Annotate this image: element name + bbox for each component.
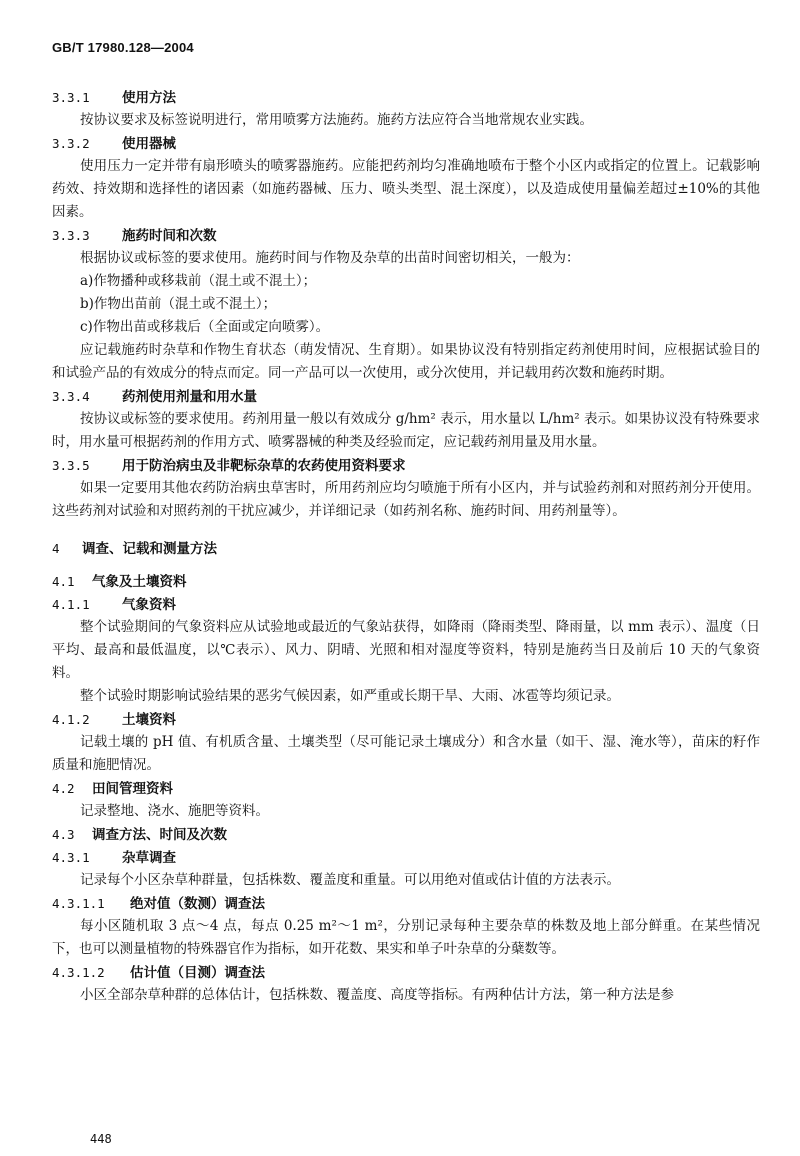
paragraph: 按协议或标签的要求使用。药剂用量一般以有效成分 g/hm² 表示，用水量以 L/hm² 表示。如果协议没有特殊要求时，用水量可根据药剂的作用方式、喷雾器械的种类及经验而定，应记载药剂用量及用水量。 <box>52 411 760 450</box>
section-number: 4.1.1 <box>52 597 90 612</box>
section-heading <box>52 846 760 869</box>
section-number: 4.2 <box>52 781 75 796</box>
section-number: 4.1.2 <box>52 712 90 727</box>
section-title: 田间管理资料 <box>92 781 173 797</box>
list-item: a)作物播种或移栽前（混土或不混土）； <box>80 273 317 289</box>
paragraph: 小区全部杂草种群的总体估计，包括株数、覆盖度、高度等指标。有两种估计方法，第一种方法是参 <box>80 987 674 1003</box>
paragraph: 按协议要求及标签说明进行，常用喷雾方法施药。施药方法应符合当地常规农业实践。 <box>80 112 593 128</box>
section-number: 3.3.3 <box>52 228 90 243</box>
section-title: 估计值（目测）调查法 <box>130 965 265 981</box>
section-number: 4.3.1 <box>52 850 90 865</box>
section-number: 3.3.4 <box>52 389 90 404</box>
section-heading <box>52 86 760 109</box>
section-heading <box>52 961 760 984</box>
paragraph: 记录每个小区杂草种群量，包括株数、覆盖度和重量。可以用绝对值或估计值的方法表示。 <box>80 872 620 888</box>
paragraph: 如果一定要用其他农药防治病虫草害时，所用药剂应均匀喷施于所有小区内，并与试验药剂和对照药剂分开使用。这些药剂对试验和对照药剂的干扰应减少，并详细记录（如药剂名称、施药时间、用药剂量等）。 <box>52 480 760 519</box>
section-title: 使用方法 <box>122 90 176 106</box>
paragraph: 根据协议或标签的要求使用。施药时间与作物及杂草的出苗时间密切相关，一般为： <box>80 250 580 266</box>
page-number: 448 <box>90 1132 112 1146</box>
section-number: 4 <box>52 541 60 556</box>
page-content <box>52 86 760 1007</box>
section-title: 气象及土壤资料 <box>92 574 187 590</box>
section-heading <box>52 224 760 247</box>
section-title: 用于防治病虫及非靶标杂草的农药使用资料要求 <box>122 458 406 474</box>
section-title: 施药时间和次数 <box>122 228 217 244</box>
paragraph: 记录整地、浇水、施肥等资料。 <box>80 803 269 819</box>
section-heading <box>52 708 760 731</box>
section-heading <box>52 385 760 408</box>
section-title: 调查、记载和测量方法 <box>82 541 217 557</box>
chapter-heading <box>52 537 760 560</box>
list-item: b)作物出苗前（混土或不混土）； <box>80 296 277 312</box>
paragraph: 整个试验时期影响试验结果的恶劣气候因素，如严重或长期干旱、大雨、冰雹等均须记录。 <box>80 688 620 704</box>
section-heading <box>52 892 760 915</box>
section-heading <box>52 777 760 800</box>
section-heading <box>52 132 760 155</box>
section-heading <box>52 454 760 477</box>
section-heading <box>52 570 760 593</box>
document-id: GB/T 17980.128—2004 <box>52 40 194 55</box>
section-title: 药剂使用剂量和用水量 <box>122 389 257 405</box>
section-number: 4.3.1.1 <box>52 896 105 911</box>
paragraph: 每小区随机取 3 点～4 点，每点 0.25 m²～1 m²，分别记录每种主要杂草的株数及地上部分鲜重。在某些情况下，也可以测量植物的特殊器官作为指标，如开花数、果实和单子叶杂草的分蘖数等。 <box>52 918 760 957</box>
paragraph: 使用压力一定并带有扇形喷头的喷雾器施药。应能把药剂均匀准确地喷布于整个小区内或指定的位置上。记载影响药效、持效期和选择性的诸因素（如施药器械、压力、喷头类型、混土深度），以及造成使用量偏差超过±10%的其他因素。 <box>52 158 760 220</box>
list-item: c)作物出苗或移栽后（全面或定向喷雾）。 <box>80 319 330 335</box>
section-title: 土壤资料 <box>122 712 176 728</box>
section-title: 绝对值（数测）调查法 <box>130 896 265 912</box>
section-number: 3.3.5 <box>52 458 90 473</box>
paragraph: 记载土壤的 pH 值、有机质含量、土壤类型（尽可能记录土壤成分）和含水量（如干、湿、淹水等），苗床的籽作质量和施肥情况。 <box>52 734 760 773</box>
section-title: 气象资料 <box>122 597 176 613</box>
section-title: 杂草调查 <box>122 850 176 866</box>
section-heading <box>52 593 760 616</box>
section-number: 3.3.1 <box>52 90 90 105</box>
section-number: 4.3.1.2 <box>52 965 105 980</box>
section-number: 4.1 <box>52 574 75 589</box>
section-title: 调查方法、时间及次数 <box>92 827 227 843</box>
section-title: 使用器械 <box>122 136 176 152</box>
paragraph: 应记载施药时杂草和作物生育状态（萌发情况、生育期）。如果协议没有特别指定药剂使用时间，应根据试验目的和试验产品的有效成分的特点而定。同一产品可以一次使用，或分次使用，并记载用药次数和施药时期。 <box>52 342 760 381</box>
paragraph: 整个试验期间的气象资料应从试验地或最近的气象站获得，如降雨（降雨类型、降雨量，以 mm 表示）、温度（日平均、最高和最低温度，以℃表示）、风力、阴晴、光照和相对湿度等资料，特别是施药当日及前后 10 天的气象资料。 <box>52 619 760 681</box>
section-number: 3.3.2 <box>52 136 90 151</box>
section-number: 4.3 <box>52 827 75 842</box>
section-heading <box>52 823 760 846</box>
